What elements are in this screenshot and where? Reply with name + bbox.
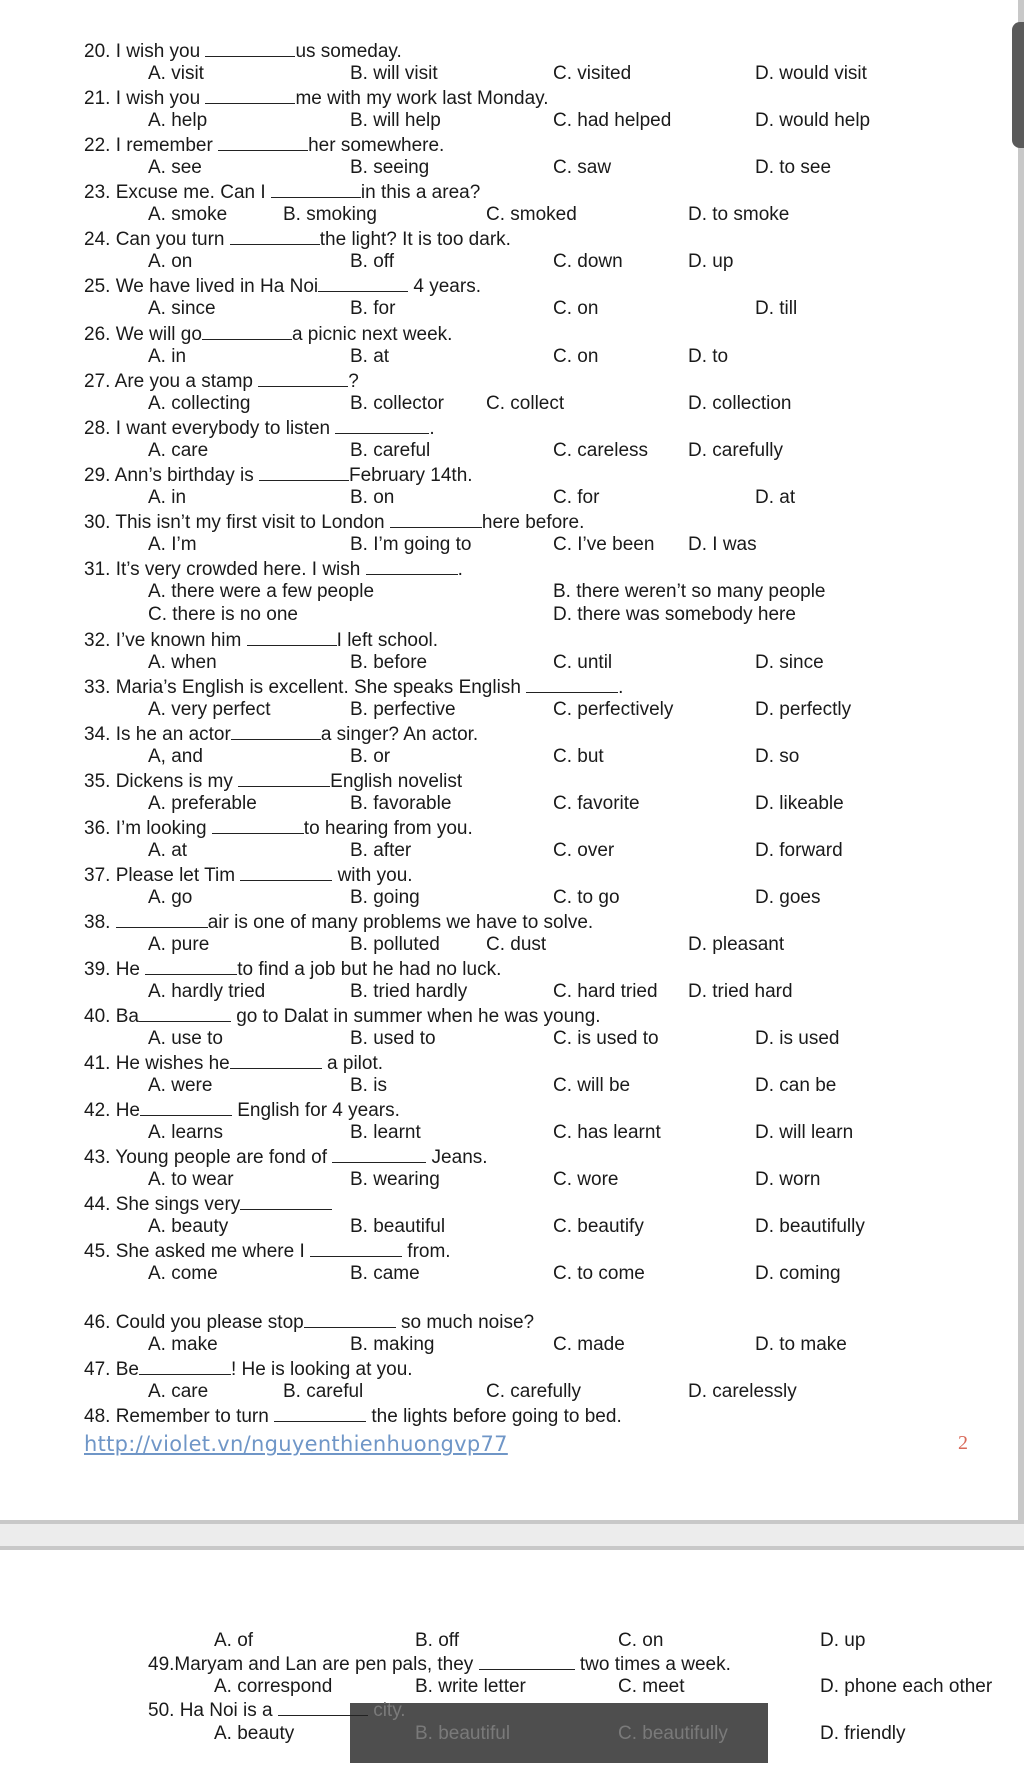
question-text: 44. She sings very — [84, 1194, 241, 1215]
option-b: B. smoking — [283, 204, 377, 225]
question-text: 28. I want everybody to listen — [84, 418, 336, 439]
option-d: D. to see — [755, 157, 832, 178]
question-text: 43. Young people are fond of — [84, 1147, 333, 1168]
question-48 — [84, 1405, 622, 1428]
option-a: A. correspond — [214, 1676, 333, 1697]
answer-blank — [212, 817, 304, 834]
answer-blank — [139, 1358, 231, 1375]
option-b: B. making — [350, 1334, 435, 1355]
question-29 — [84, 464, 473, 487]
option-d: D. forward — [755, 840, 843, 861]
question-text-after: the light? It is too dark. — [319, 229, 511, 250]
option-d: D. collection — [688, 393, 792, 414]
question-text-after: February 14th. — [348, 465, 473, 486]
option-c: C. carefully — [486, 1381, 582, 1402]
question-text-after: go to Dalat in summer when he was young. — [230, 1006, 601, 1027]
question-text: 40. Ba — [84, 1006, 139, 1027]
option-a: A. preferable — [148, 793, 257, 814]
question-text-after: a singer? An actor. — [320, 724, 479, 745]
question-text-after: so much noise? — [395, 1312, 535, 1333]
question-text-after: to find a job but he had no luck. — [237, 959, 502, 980]
option-c: C. to go — [553, 887, 620, 908]
option-b: B. collector — [350, 393, 444, 414]
option-c: C. beautify — [553, 1216, 644, 1237]
option-a: A. very perfect — [148, 699, 271, 720]
option-b: B. will visit — [350, 63, 438, 84]
question-23 — [84, 181, 480, 204]
option-b: B. came — [350, 1263, 420, 1284]
question-text: 21. I wish you — [84, 88, 206, 109]
option-c: C. on — [553, 298, 599, 319]
question-text: 35. Dickens is my — [84, 771, 239, 792]
option-c: C. perfectively — [553, 699, 674, 720]
question-text: 34. Is he an actor — [84, 724, 231, 745]
question-text: 32. I’ve known him — [84, 630, 247, 651]
question-text-after: me with my work last Monday. — [295, 88, 549, 109]
question-text-after: I left school. — [336, 630, 439, 651]
option-b: B. going — [350, 887, 420, 908]
option-a: A. care — [148, 440, 209, 461]
question-35 — [84, 770, 462, 793]
question-text: 50. Ha Noi is a — [148, 1700, 278, 1721]
question-50 — [148, 1699, 406, 1722]
question-44 — [84, 1193, 332, 1216]
question-text-after: English for 4 years. — [231, 1100, 400, 1121]
option-d: D. up — [820, 1630, 866, 1651]
answer-blank — [230, 228, 320, 245]
option-c: C. careless — [553, 440, 649, 461]
question-text-after: city. — [373, 1700, 406, 1721]
question-text: 42. He — [84, 1100, 140, 1121]
option-b: B. before — [350, 652, 428, 673]
question-47 — [84, 1358, 413, 1381]
option-c: C. smoked — [486, 204, 577, 225]
question-text: 45. She asked me where I — [84, 1241, 311, 1262]
answer-blank — [526, 676, 618, 693]
question-text-after: a picnic next week. — [291, 324, 453, 345]
option-d: D. so — [755, 746, 800, 767]
option-c: C. dust — [486, 934, 547, 955]
option-b: B. polluted — [350, 934, 440, 955]
option-b: B. will help — [350, 110, 441, 131]
option-a: A. on — [148, 251, 193, 272]
option-b: B. learnt — [350, 1122, 421, 1143]
question-38 — [84, 911, 593, 934]
question-27 — [84, 370, 359, 393]
option-d: D. would help — [755, 110, 871, 131]
question-text: 46. Could you please stop — [84, 1312, 304, 1333]
option-b: B. wearing — [350, 1169, 440, 1190]
option-a: A. I’m — [148, 534, 197, 555]
option-b: B. seeing — [350, 157, 430, 178]
question-40 — [84, 1005, 601, 1028]
question-text-after: the lights before going to bed. — [366, 1406, 622, 1427]
option-c: C. I’ve been — [553, 534, 655, 555]
option-d: D. friendly — [820, 1723, 906, 1744]
option-c: C. but — [553, 746, 604, 767]
question-text-after: her somewhere. — [308, 135, 445, 156]
question-text-after: air is one of many problems we have to solve. — [207, 912, 594, 933]
option-c: C. down — [553, 251, 623, 272]
option-d: D. to smoke — [688, 204, 790, 225]
question-42 — [84, 1099, 400, 1122]
question-text-after: . — [429, 418, 435, 439]
question-34 — [84, 723, 478, 746]
option-d: D. pleasant — [688, 934, 785, 955]
option-c: C. has learnt — [553, 1122, 661, 1143]
option-b: B. I’m going to — [350, 534, 472, 555]
option-d: D. tried hard — [688, 981, 793, 1002]
answer-blank — [205, 87, 295, 104]
answer-blank — [304, 1311, 396, 1328]
option-b: B. off — [415, 1630, 460, 1651]
question-text: 47. Be — [84, 1359, 139, 1380]
question-36 — [84, 817, 473, 840]
option-a: A. smoke — [148, 204, 228, 225]
option-d: D. carefully — [688, 440, 784, 461]
answer-blank — [258, 370, 348, 387]
question-text-after: two times a week. — [579, 1654, 731, 1675]
question-text: 38. — [84, 912, 116, 933]
question-text: 33. Maria’s English is excellent. She speaks English — [84, 677, 527, 698]
option-d: D. can be — [755, 1075, 837, 1096]
option-c: C. for — [553, 487, 600, 508]
option-a: A. make — [148, 1334, 218, 1355]
option-a: A. come — [148, 1263, 218, 1284]
question-text: 26. We will go — [84, 324, 202, 345]
question-text: 30. This isn’t my first visit to London — [84, 512, 390, 533]
option-a: A. pure — [148, 934, 210, 955]
option-b: B. on — [350, 487, 395, 508]
answer-blank — [202, 323, 292, 340]
answer-blank — [335, 417, 429, 434]
option-d: D. since — [755, 652, 824, 673]
question-22 — [84, 134, 444, 157]
question-41 — [84, 1052, 383, 1075]
question-43 — [84, 1146, 488, 1169]
option-a: A. at — [148, 840, 188, 861]
option-c: C. meet — [618, 1676, 685, 1697]
option-d: D. up — [688, 251, 734, 272]
question-21 — [84, 87, 549, 110]
option-b: B. there weren’t so many people — [553, 581, 826, 602]
question-text: 22. I remember — [84, 135, 219, 156]
question-33 — [84, 676, 623, 699]
answer-blank — [278, 1699, 368, 1716]
answer-blank — [240, 864, 332, 881]
answer-blank — [205, 40, 295, 57]
answer-blank — [479, 1653, 575, 1670]
source-link[interactable]: http://violet.vn/nguyenthienhuongvp77 — [84, 1432, 508, 1456]
option-d: D. carelessly — [688, 1381, 797, 1402]
option-d: D. perfectly — [755, 699, 852, 720]
option-a: A. beauty — [214, 1723, 295, 1744]
option-d: D. will learn — [755, 1122, 854, 1143]
option-a: A. go — [148, 887, 193, 908]
question-text-after: English novelist — [330, 771, 463, 792]
option-d: D. at — [755, 487, 796, 508]
question-text-after: 4 years. — [408, 276, 481, 297]
question-30 — [84, 511, 584, 534]
option-d: D. there was somebody here — [553, 604, 796, 625]
question-text: 25. We have lived in Ha Noi — [84, 276, 319, 297]
question-26 — [84, 323, 452, 346]
question-text: 41. He wishes he — [84, 1053, 230, 1074]
option-b: B. off — [350, 251, 395, 272]
question-text: 20. I wish you — [84, 41, 206, 62]
question-28 — [84, 417, 435, 440]
question-text-after: with you. — [332, 865, 413, 886]
answer-blank — [318, 275, 408, 292]
question-text: 39. He — [84, 959, 146, 980]
answer-blank — [145, 958, 237, 975]
question-text-after: . — [457, 559, 463, 580]
option-c: C. there is no one — [148, 604, 298, 625]
option-b: B. careful — [350, 440, 431, 461]
question-37 — [84, 864, 413, 887]
option-c: C. wore — [553, 1169, 619, 1190]
question-46 — [84, 1311, 534, 1334]
option-a: A. since — [148, 298, 216, 319]
question-text-after: ! He is looking at you. — [230, 1359, 413, 1380]
question-32 — [84, 629, 438, 652]
option-b: B. perfective — [350, 699, 456, 720]
option-d: D. coming — [755, 1263, 841, 1284]
option-b: B. write letter — [415, 1676, 526, 1697]
option-d: D. goes — [755, 887, 821, 908]
question-39 — [84, 958, 501, 981]
option-a: A. there were a few people — [148, 581, 375, 602]
answer-blank — [271, 181, 361, 198]
question-text-after: us someday. — [295, 41, 402, 62]
answer-blank — [240, 1193, 332, 1210]
option-c: C. will be — [553, 1075, 631, 1096]
question-31 — [84, 558, 463, 581]
question-text-after: a pilot. — [321, 1053, 384, 1074]
option-b: B. for — [350, 298, 396, 319]
option-d: D. I was — [688, 534, 757, 555]
question-text-after: here before. — [481, 512, 585, 533]
option-c: C. collect — [486, 393, 565, 414]
option-c: C. beautifully — [618, 1723, 728, 1744]
question-49 — [148, 1653, 731, 1676]
option-d: D. to — [688, 346, 729, 367]
answer-blank — [116, 911, 208, 928]
option-d: D. phone each other — [820, 1676, 993, 1697]
question-text-after: ? — [348, 371, 359, 392]
answer-blank — [238, 770, 330, 787]
question-45 — [84, 1240, 451, 1263]
answer-blank — [231, 723, 321, 740]
answer-blank — [366, 558, 458, 575]
option-d: D. beautifully — [755, 1216, 865, 1237]
question-text: 36. I’m looking — [84, 818, 212, 839]
question-text: 23. Excuse me. Can I — [84, 182, 271, 203]
option-d: D. worn — [755, 1169, 821, 1190]
option-a: A, and — [148, 746, 203, 767]
question-text: 48. Remember to turn — [84, 1406, 275, 1427]
option-c: C. favorite — [553, 793, 640, 814]
option-c: C. saw — [553, 157, 612, 178]
option-c: C. is used to — [553, 1028, 659, 1049]
option-a: A. to wear — [148, 1169, 234, 1190]
option-b: B. or — [350, 746, 391, 767]
answer-blank — [140, 1099, 232, 1116]
option-a: A. see — [148, 157, 202, 178]
question-text: 24. Can you turn — [84, 229, 230, 250]
option-b: B. beautiful — [415, 1723, 511, 1744]
option-a: A. collecting — [148, 393, 251, 414]
option-b: B. is — [350, 1075, 387, 1096]
option-c: C. made — [553, 1334, 625, 1355]
question-text-after: . — [618, 677, 624, 698]
answer-blank — [247, 629, 337, 646]
option-a: A. use to — [148, 1028, 223, 1049]
option-d: D. likeable — [755, 793, 844, 814]
option-d: D. to make — [755, 1334, 847, 1355]
answer-blank — [139, 1005, 231, 1022]
option-a: A. visit — [148, 63, 204, 84]
option-c: C. until — [553, 652, 613, 673]
option-b: B. after — [350, 840, 412, 861]
option-a: A. beauty — [148, 1216, 229, 1237]
answer-blank — [274, 1405, 366, 1422]
option-c: C. on — [618, 1630, 664, 1651]
option-a: A. were — [148, 1075, 213, 1096]
option-a: A. in — [148, 487, 187, 508]
option-c: C. to come — [553, 1263, 645, 1284]
answer-blank — [230, 1052, 322, 1069]
question-text: 29. Ann’s birthday is — [84, 465, 259, 486]
option-d: D. is used — [755, 1028, 840, 1049]
answer-blank — [310, 1240, 402, 1257]
option-c: C. visited — [553, 63, 632, 84]
option-c: C. had helped — [553, 110, 672, 131]
question-text: 27. Are you a stamp — [84, 371, 259, 392]
question-text-after: in this a area? — [360, 182, 481, 203]
question-text: 31. It’s very crowded here. I wish — [84, 559, 366, 580]
option-c: C. on — [553, 346, 599, 367]
option-b: B. careful — [283, 1381, 364, 1402]
option-d: D. would visit — [755, 63, 867, 84]
question-text-after: to hearing from you. — [303, 818, 473, 839]
answer-blank — [218, 134, 308, 151]
option-a: A. help — [148, 110, 208, 131]
option-b: B. beautiful — [350, 1216, 446, 1237]
option-b: B. favorable — [350, 793, 452, 814]
option-c: C. over — [553, 840, 615, 861]
question-24 — [84, 228, 511, 251]
answer-blank — [259, 464, 349, 481]
answer-blank — [332, 1146, 426, 1163]
page-number: 2 — [958, 1432, 968, 1454]
question-text: 37. Please let Tim — [84, 865, 241, 886]
scroll-handle[interactable] — [1012, 22, 1024, 148]
option-c: C. hard tried — [553, 981, 658, 1002]
option-a: A. learns — [148, 1122, 223, 1143]
option-a: A. in — [148, 346, 187, 367]
option-a: A. care — [148, 1381, 209, 1402]
option-a: A. when — [148, 652, 217, 673]
question-25 — [84, 275, 481, 298]
option-b: B. used to — [350, 1028, 436, 1049]
option-b: B. tried hardly — [350, 981, 468, 1002]
option-a: A. hardly tried — [148, 981, 266, 1002]
option-a: A. of — [214, 1630, 254, 1651]
question-text-after: Jeans. — [426, 1147, 488, 1168]
answer-blank — [390, 511, 482, 528]
question-text: 49.Maryam and Lan are pen pals, they — [148, 1654, 479, 1675]
question-20 — [84, 40, 402, 63]
option-b: B. at — [350, 346, 390, 367]
question-text-after: from. — [402, 1241, 451, 1262]
option-d: D. till — [755, 298, 798, 319]
